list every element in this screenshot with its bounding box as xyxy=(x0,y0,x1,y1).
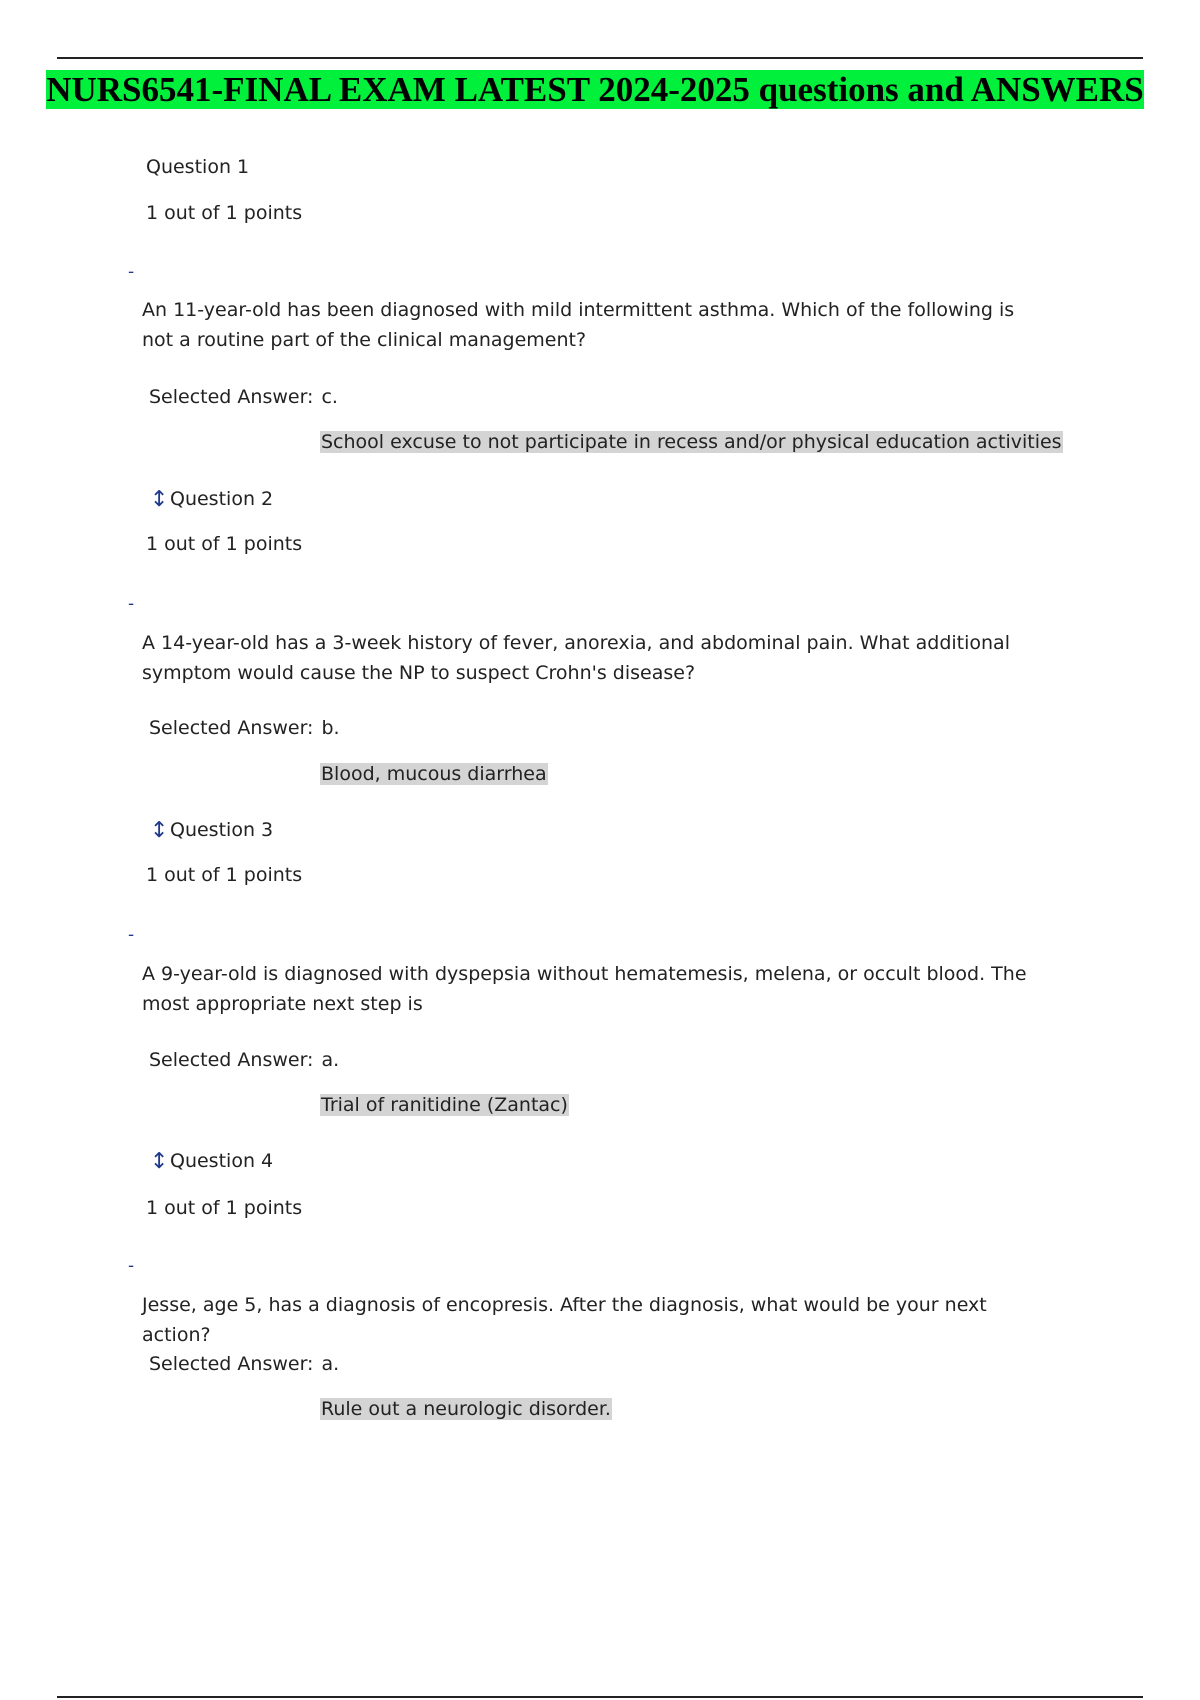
question-dash: - xyxy=(128,594,135,614)
question-header: ↕Question 2 xyxy=(150,487,274,512)
selected-answer-letter: c. xyxy=(321,386,338,408)
vertical-double-arrow-icon: ↕ xyxy=(150,1149,169,1174)
question-points: 1 out of 1 points xyxy=(146,1197,303,1219)
question-dash: - xyxy=(128,262,135,282)
question-text: A 14-year-old has a 3-week history of fever, anorexia, and abdominal pain. What additional symptom would cause the NP to suspect Crohn's disease? xyxy=(142,632,1010,684)
selected-answer-text: Rule out a neurologic disorder. xyxy=(321,1398,611,1420)
selected-answer-row xyxy=(149,385,338,409)
question-header: ↕Question 4 xyxy=(150,1149,274,1174)
question-text: A 9-year-old is diagnosed with dyspepsia without hematemesis, melena, or occult blood. The most appropriate next step is xyxy=(142,963,1027,1015)
question-points: 1 out of 1 points xyxy=(146,864,303,886)
vertical-double-arrow-icon: ↕ xyxy=(150,487,169,512)
question-dash: - xyxy=(128,1256,135,1276)
question-points: 1 out of 1 points xyxy=(146,533,303,555)
question-header: Question 1 xyxy=(146,156,250,178)
selected-answer-row xyxy=(149,716,340,740)
selected-answer-label: Selected Answer: xyxy=(149,1353,314,1375)
document-title: NURS6541-FINAL EXAM LATEST 2024-2025 questions and ANSWERS xyxy=(46,70,1144,109)
vertical-double-arrow-icon: ↕ xyxy=(150,818,169,843)
selected-answer-label: Selected Answer: xyxy=(149,386,314,408)
selected-answer-letter: b. xyxy=(321,717,340,739)
selected-answer-letter: a. xyxy=(321,1353,340,1375)
selected-answer-row xyxy=(149,1048,339,1072)
selected-answer-text: School excuse to not participate in recess and/or physical education activities xyxy=(321,431,1062,453)
selected-answer-text: Blood, mucous diarrhea xyxy=(321,763,547,785)
selected-answer-letter: a. xyxy=(321,1049,340,1071)
bottom-rule xyxy=(57,1696,1143,1698)
question-points: 1 out of 1 points xyxy=(146,202,303,224)
top-rule xyxy=(57,57,1143,59)
question-header: ↕Question 3 xyxy=(150,818,274,843)
selected-answer-label: Selected Answer: xyxy=(149,717,314,739)
selected-answer-text: Trial of ranitidine (Zantac) xyxy=(321,1094,568,1116)
question-text: An 11-year-old has been diagnosed with mild intermittent asthma. Which of the following is not a routine part of the clinical management? xyxy=(142,299,1015,351)
question-text: Jesse, age 5, has a diagnosis of encopresis. After the diagnosis, what would be your next action? xyxy=(142,1294,987,1346)
question-dash: - xyxy=(128,925,135,945)
selected-answer-label: Selected Answer: xyxy=(149,1049,314,1071)
selected-answer-row xyxy=(149,1352,339,1376)
